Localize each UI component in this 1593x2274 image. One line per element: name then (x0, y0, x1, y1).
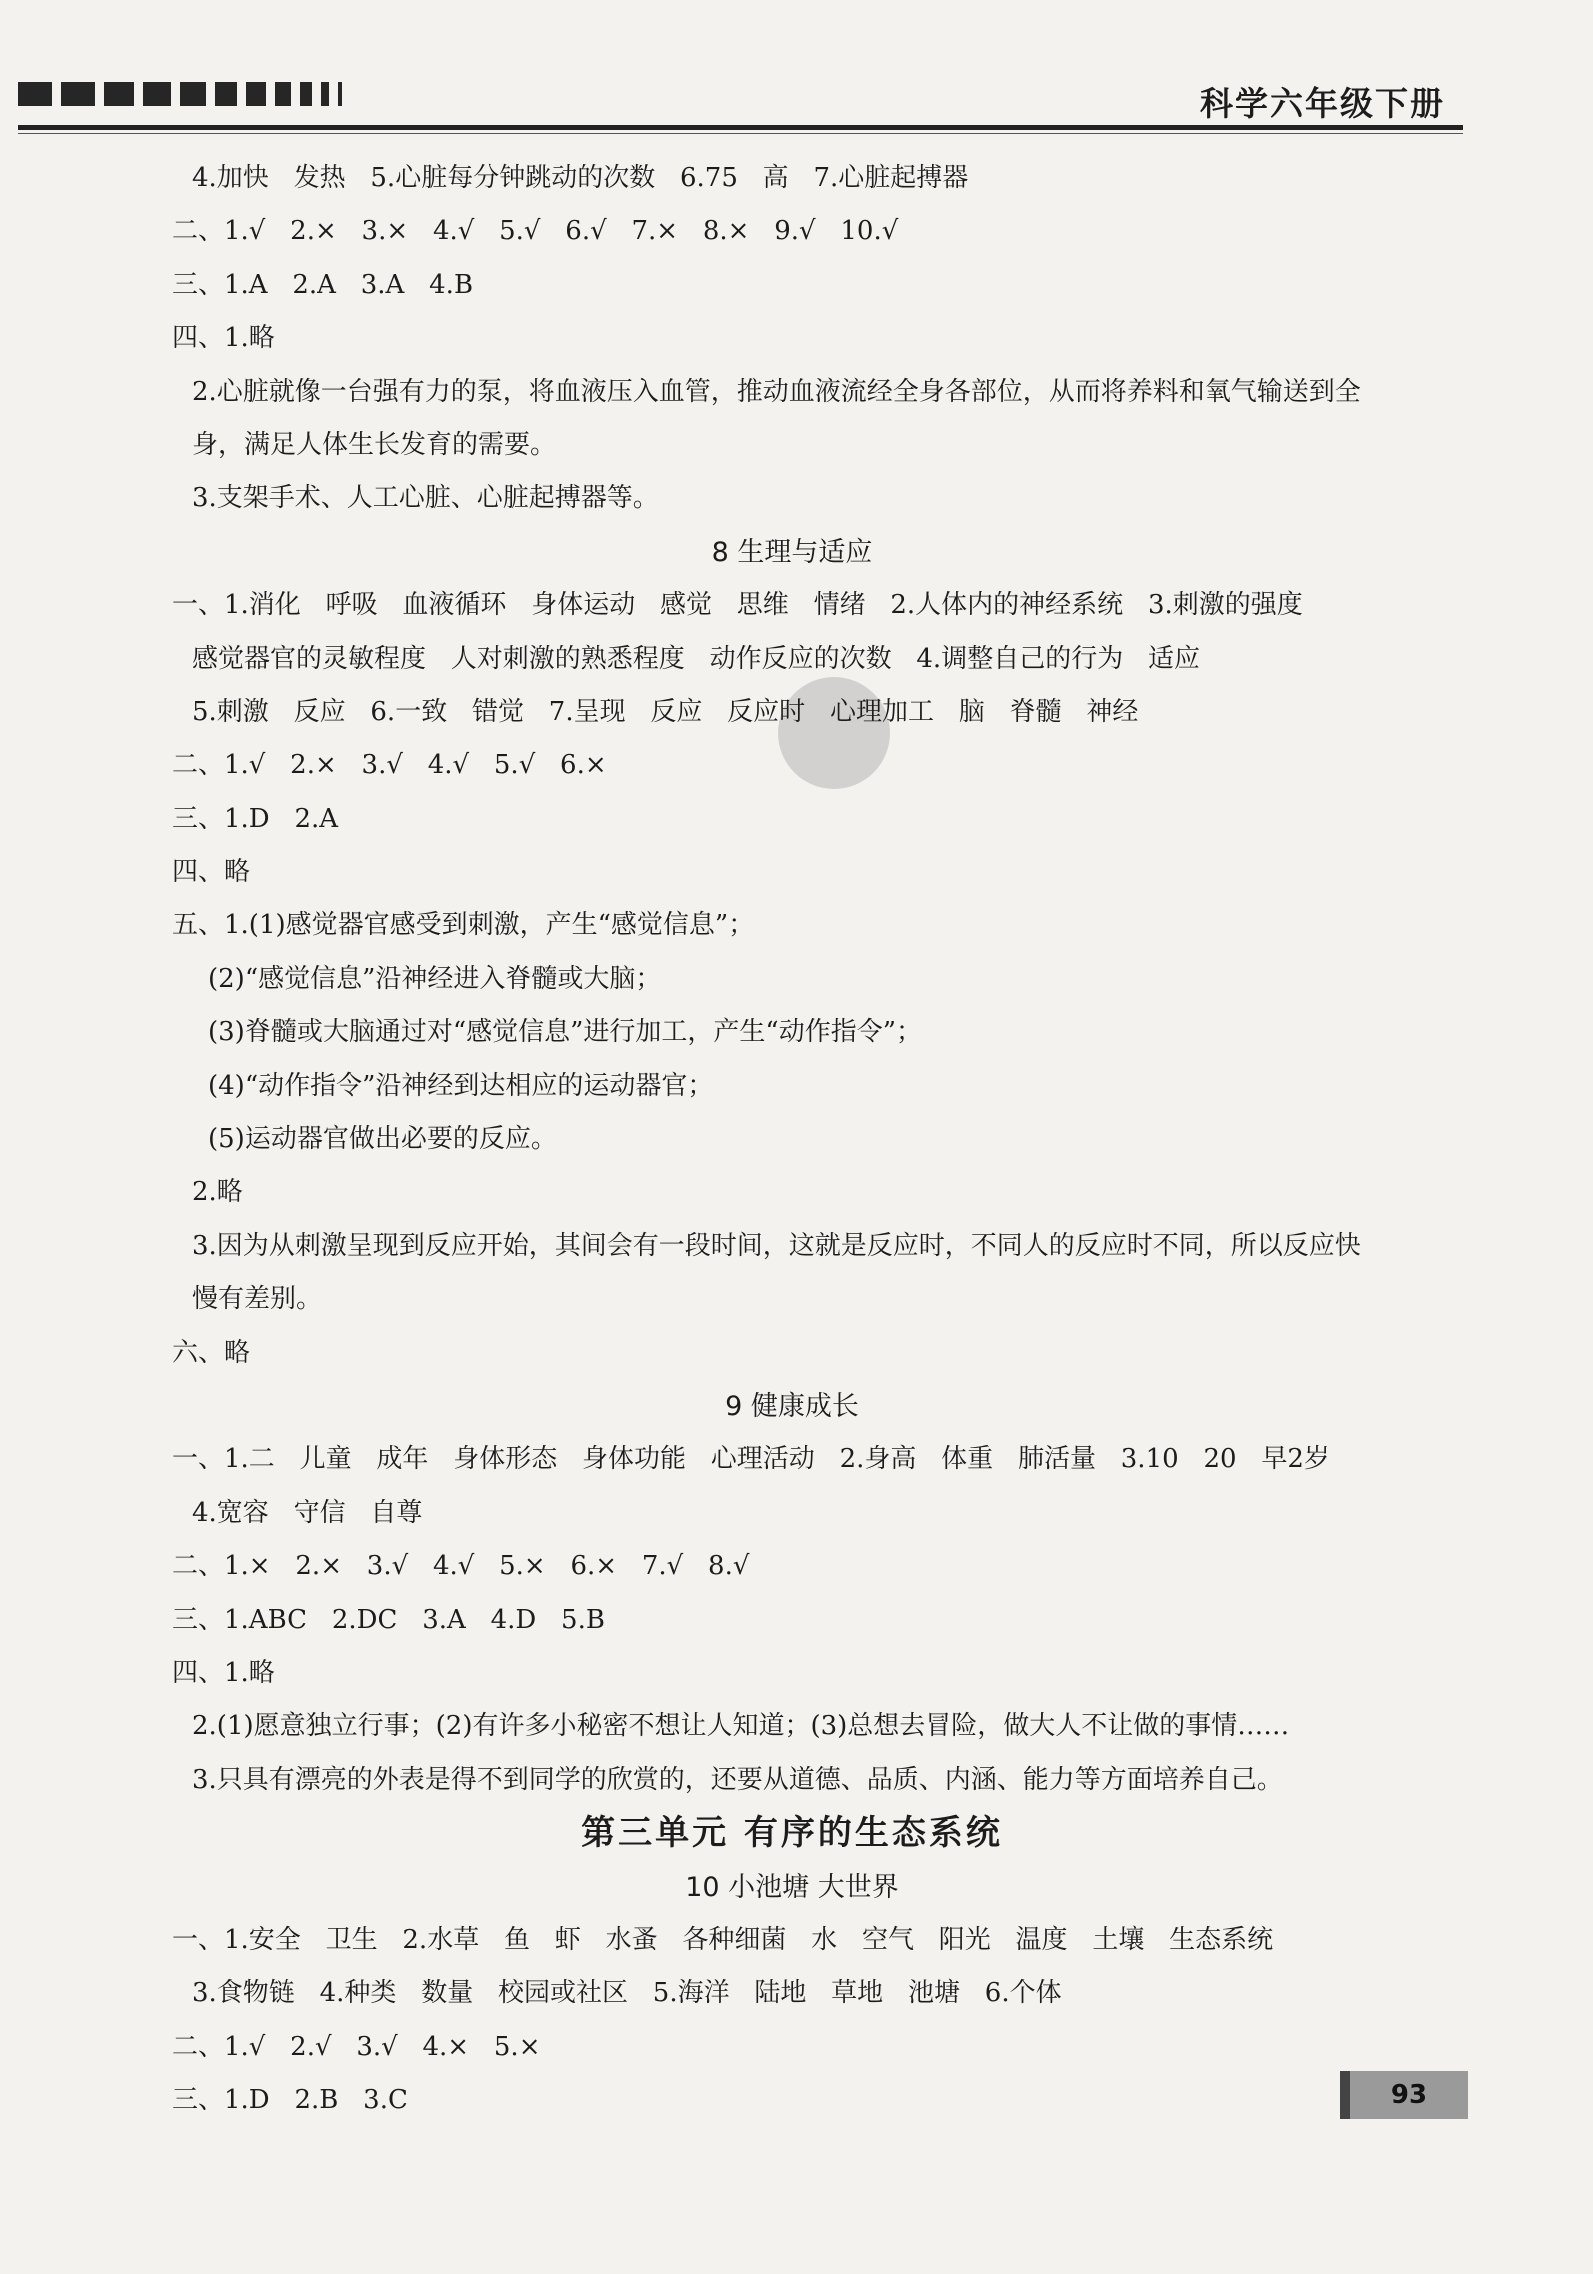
answer-line: 2.心脏就像一台强有力的泵，将血液压入血管，推动血液流经全身各部位，从而将养料和氧气输送到全 (192, 376, 1361, 407)
answer-line: 3.食物链 4.种类 数量 校园或社区 5.海洋 陆地 草地 池塘 6.个体 (192, 1978, 1062, 2009)
answer-line: 慢有差别。 (192, 1284, 323, 1315)
page-number-edge (1340, 2071, 1350, 2119)
section-heading: 10 小池塘 大世界 (685, 1871, 899, 1903)
header-rule-thin (18, 133, 1463, 134)
page-number: 93 (1350, 2071, 1468, 2119)
answer-line: 五、1.(1)感觉器官感受到刺激，产生“感觉信息”； (172, 910, 755, 941)
answer-line: 三、1.A 2.A 3.A 4.B (172, 269, 474, 300)
answer-line: (3)脊髓或大脑通过对“感觉信息”进行加工，产生“动作指令”； (208, 1017, 922, 1048)
answer-line: 六、略 (172, 1337, 251, 1368)
answer-line: 三、1.D 2.B 3.C (172, 2085, 408, 2116)
answer-line: (5)运动器官做出必要的反应。 (208, 1124, 557, 1155)
answer-line: 四、1.略 (172, 1657, 275, 1688)
answer-line: 2.略 (192, 1177, 243, 1208)
section-heading: 9 健康成长 (725, 1390, 859, 1422)
answer-line: 身，满足人体生长发育的需要。 (192, 429, 557, 460)
header-decoration (18, 82, 351, 106)
answer-line: 三、1.D 2.A (172, 803, 339, 834)
answer-line: 5.刺激 反应 6.一致 错觉 7.呈现 反应 反应时 心理加工 脑 脊髓 神经 (192, 696, 1139, 727)
answer-content (172, 152, 1472, 2127)
answer-line: 三、1.ABC 2.DC 3.A 4.D 5.B (172, 1604, 605, 1635)
answer-line: 3.只具有漂亮的外表是得不到同学的欣赏的，还要从道德、品质、内涵、能力等方面培养自己。 (192, 1764, 1283, 1795)
answer-line: 一、1.安全 卫生 2.水草 鱼 虾 水蚤 各种细菌 水 空气 阳光 温度 土壤 生态系统 (172, 1924, 1274, 1955)
answer-line: 二、1.√ 2.× 3.√ 4.√ 5.√ 6.× (172, 750, 607, 781)
answer-line: 一、1.二 儿童 成年 身体形态 身体功能 心理活动 2.身高 体重 肺活量 3.10 20 早2岁 (172, 1444, 1330, 1475)
answer-line: 3.支架手术、人工心脏、心脏起搏器等。 (192, 483, 659, 514)
header-rule (18, 125, 1463, 130)
unit-heading: 第三单元 有序的生态系统 (581, 1813, 1003, 1854)
answer-line: 3.因为从刺激呈现到反应开始，其间会有一段时间，这就是反应时，不同人的反应时不同，所以反应快 (192, 1230, 1361, 1261)
answer-line: 4.宽容 守信 自尊 (192, 1497, 423, 1528)
answer-line: 2.(1)愿意独立行事；(2)有许多小秘密不想让人知道；(3)总想去冒险，做大人不让做的事情…… (192, 1711, 1290, 1742)
answer-line: 四、略 (172, 857, 251, 888)
answer-line: 一、1.消化 呼吸 血液循环 身体运动 感觉 思维 情绪 2.人体内的神经系统 3.刺激的强度 (172, 590, 1303, 621)
answer-line: 二、1.√ 2.× 3.× 4.√ 5.√ 6.√ 7.× 8.× 9.√ 10.√ (172, 216, 899, 247)
section-heading: 8 生理与适应 (711, 536, 873, 568)
answer-line: (4)“动作指令”沿神经到达相应的运动器官； (208, 1070, 714, 1101)
answer-line: (2)“感觉信息”沿神经进入脊髓或大脑； (208, 963, 662, 994)
answer-line: 四、1.略 (172, 323, 275, 354)
answer-line: 感觉器官的灵敏程度 人对刺激的熟悉程度 动作反应的次数 4.调整自己的行为 适应 (192, 643, 1200, 674)
answer-line: 二、1.√ 2.√ 3.√ 4.× 5.× (172, 2031, 541, 2062)
answer-line: 4.加快 发热 5.心脏每分钟跳动的次数 6.75 高 7.心脏起搏器 (192, 163, 969, 193)
answer-line: 二、1.× 2.× 3.√ 4.√ 5.× 6.× 7.√ 8.√ (172, 1551, 750, 1582)
page-title: 科学六年级下册 (1200, 84, 1445, 123)
